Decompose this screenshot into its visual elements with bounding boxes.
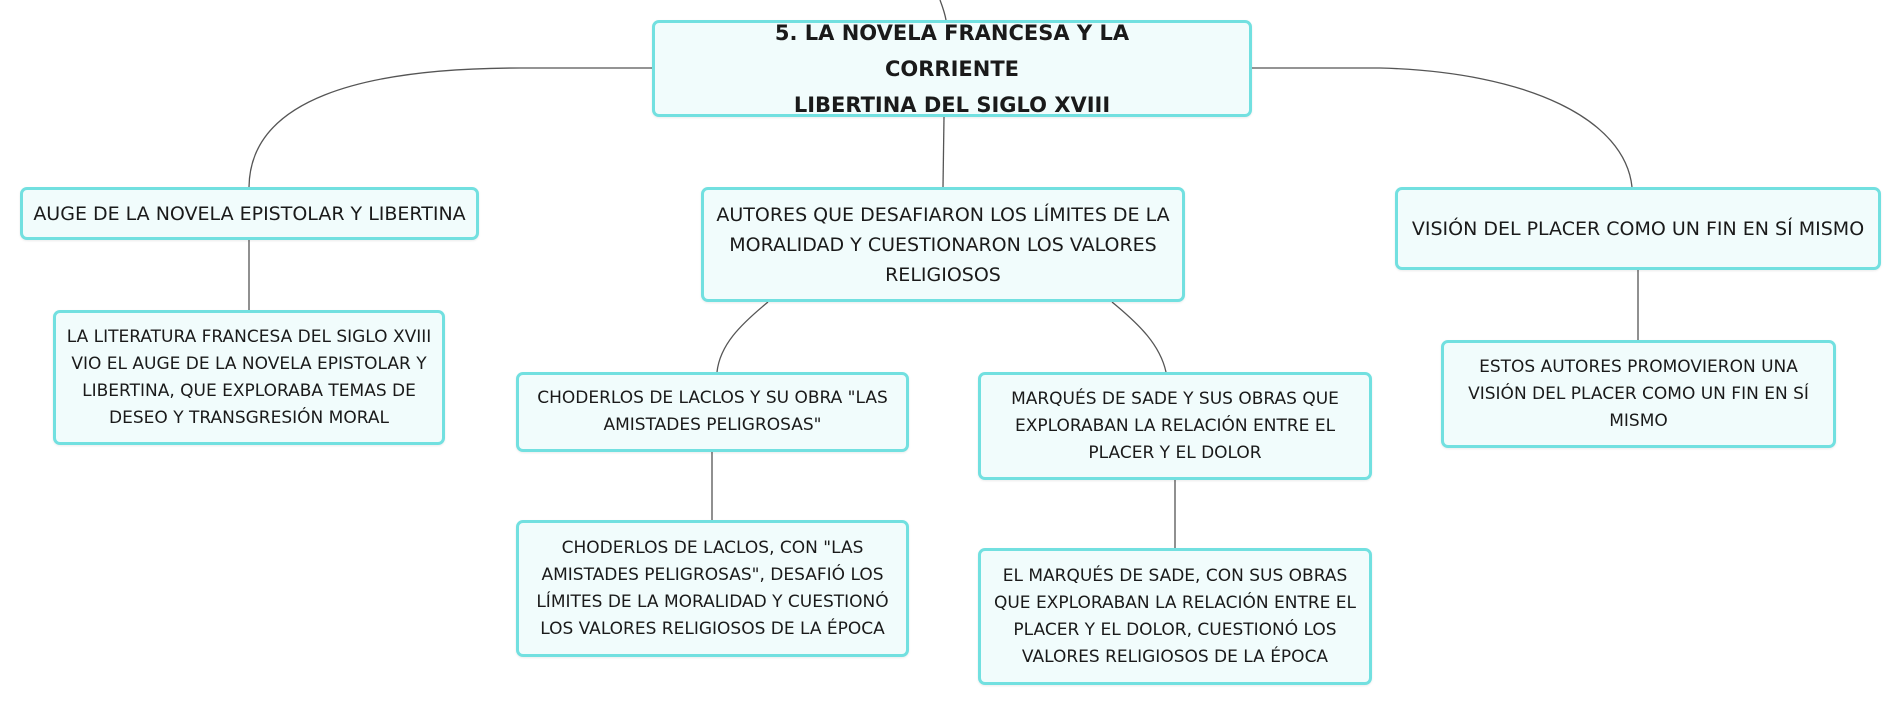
subtopic-literatura-francesa[interactable] [53, 310, 445, 445]
connector-root-to-auge [249, 68, 652, 187]
topic-auge-label: AUGE DE LA NOVELA EPISTOLAR Y LIBERTINA [33, 202, 466, 225]
subtopic-sade-label: MARQUÉS DE SADE Y SUS OBRAS QUE EXPLORABAN LA RELACIÓN ENTRE EL PLACER Y EL DOLOR [1011, 388, 1339, 463]
subtopic-choderlos-de-laclos[interactable] [516, 372, 909, 452]
root-topic-line-1: 5. LA NOVELA FRANCESA Y LA CORRIENTE [774, 20, 1130, 81]
root-topic-node[interactable] [652, 20, 1252, 117]
subtopic-estos-label: ESTOS AUTORES PROMOVIERON UNA VISIÓN DEL PLACER COMO UN FIN EN SÍ MISMO [1468, 356, 1809, 431]
subtopic-laclos-detail[interactable] [516, 520, 909, 657]
topic-vision-del-placer[interactable] [1395, 187, 1881, 270]
subtopic-sade-detail[interactable] [978, 548, 1372, 685]
topic-autores-desafiaron[interactable] [701, 187, 1185, 302]
subtopic-sade-detail-label: EL MARQUÉS DE SADE, CON SUS OBRAS QUE EXPLORABAN LA RELACIÓN ENTRE EL PLACER Y EL DOLOR, CUESTIONÓ LOS VALORES RELIGIOSOS DE LA ÉPOCA [993, 565, 1357, 667]
topic-autores-label: AUTORES QUE DESAFIARON LOS LÍMITES DE LA MORALIDAD Y CUESTIONARON LOS VALORES RELIGIOSOS [716, 203, 1170, 286]
subtopic-marques-de-sade[interactable] [978, 372, 1372, 480]
topic-auge-novela-epistolar[interactable] [20, 187, 479, 240]
topic-vision-label: VISIÓN DEL PLACER COMO UN FIN EN SÍ MISMO [1411, 217, 1865, 240]
subtopic-estos-autores[interactable] [1441, 340, 1836, 448]
connector-root-to-vision [1252, 68, 1632, 187]
connector-autores-to-sade [1112, 302, 1166, 372]
subtopic-literatura-label: LA LITERATURA FRANCESA DEL SIGLO XVIII VIO EL AUGE DE LA NOVELA EPISTOLAR Y LIBERTINA, QUE EXPLORABA TEMAS DE DESEO Y TRANSGRESIÓN MORAL [66, 326, 432, 428]
connector-root-to-autores [943, 117, 944, 187]
connector-autores-to-laclos [717, 302, 768, 372]
subtopic-laclos-detail-label: CHODERLOS DE LACLOS, CON "LAS AMISTADES PELIGROSAS", DESAFIÓ LOS LÍMITES DE LA MORALIDAD Y CUESTIONÓ LOS VALORES RELIGIOSOS DE LA ÉPOCA [536, 537, 889, 639]
subtopic-laclos-label: CHODERLOS DE LACLOS Y SU OBRA "LAS AMISTADES PELIGROSAS" [537, 388, 888, 435]
root-topic-line-2: LIBERTINA DEL SIGLO XVIII [793, 92, 1111, 117]
